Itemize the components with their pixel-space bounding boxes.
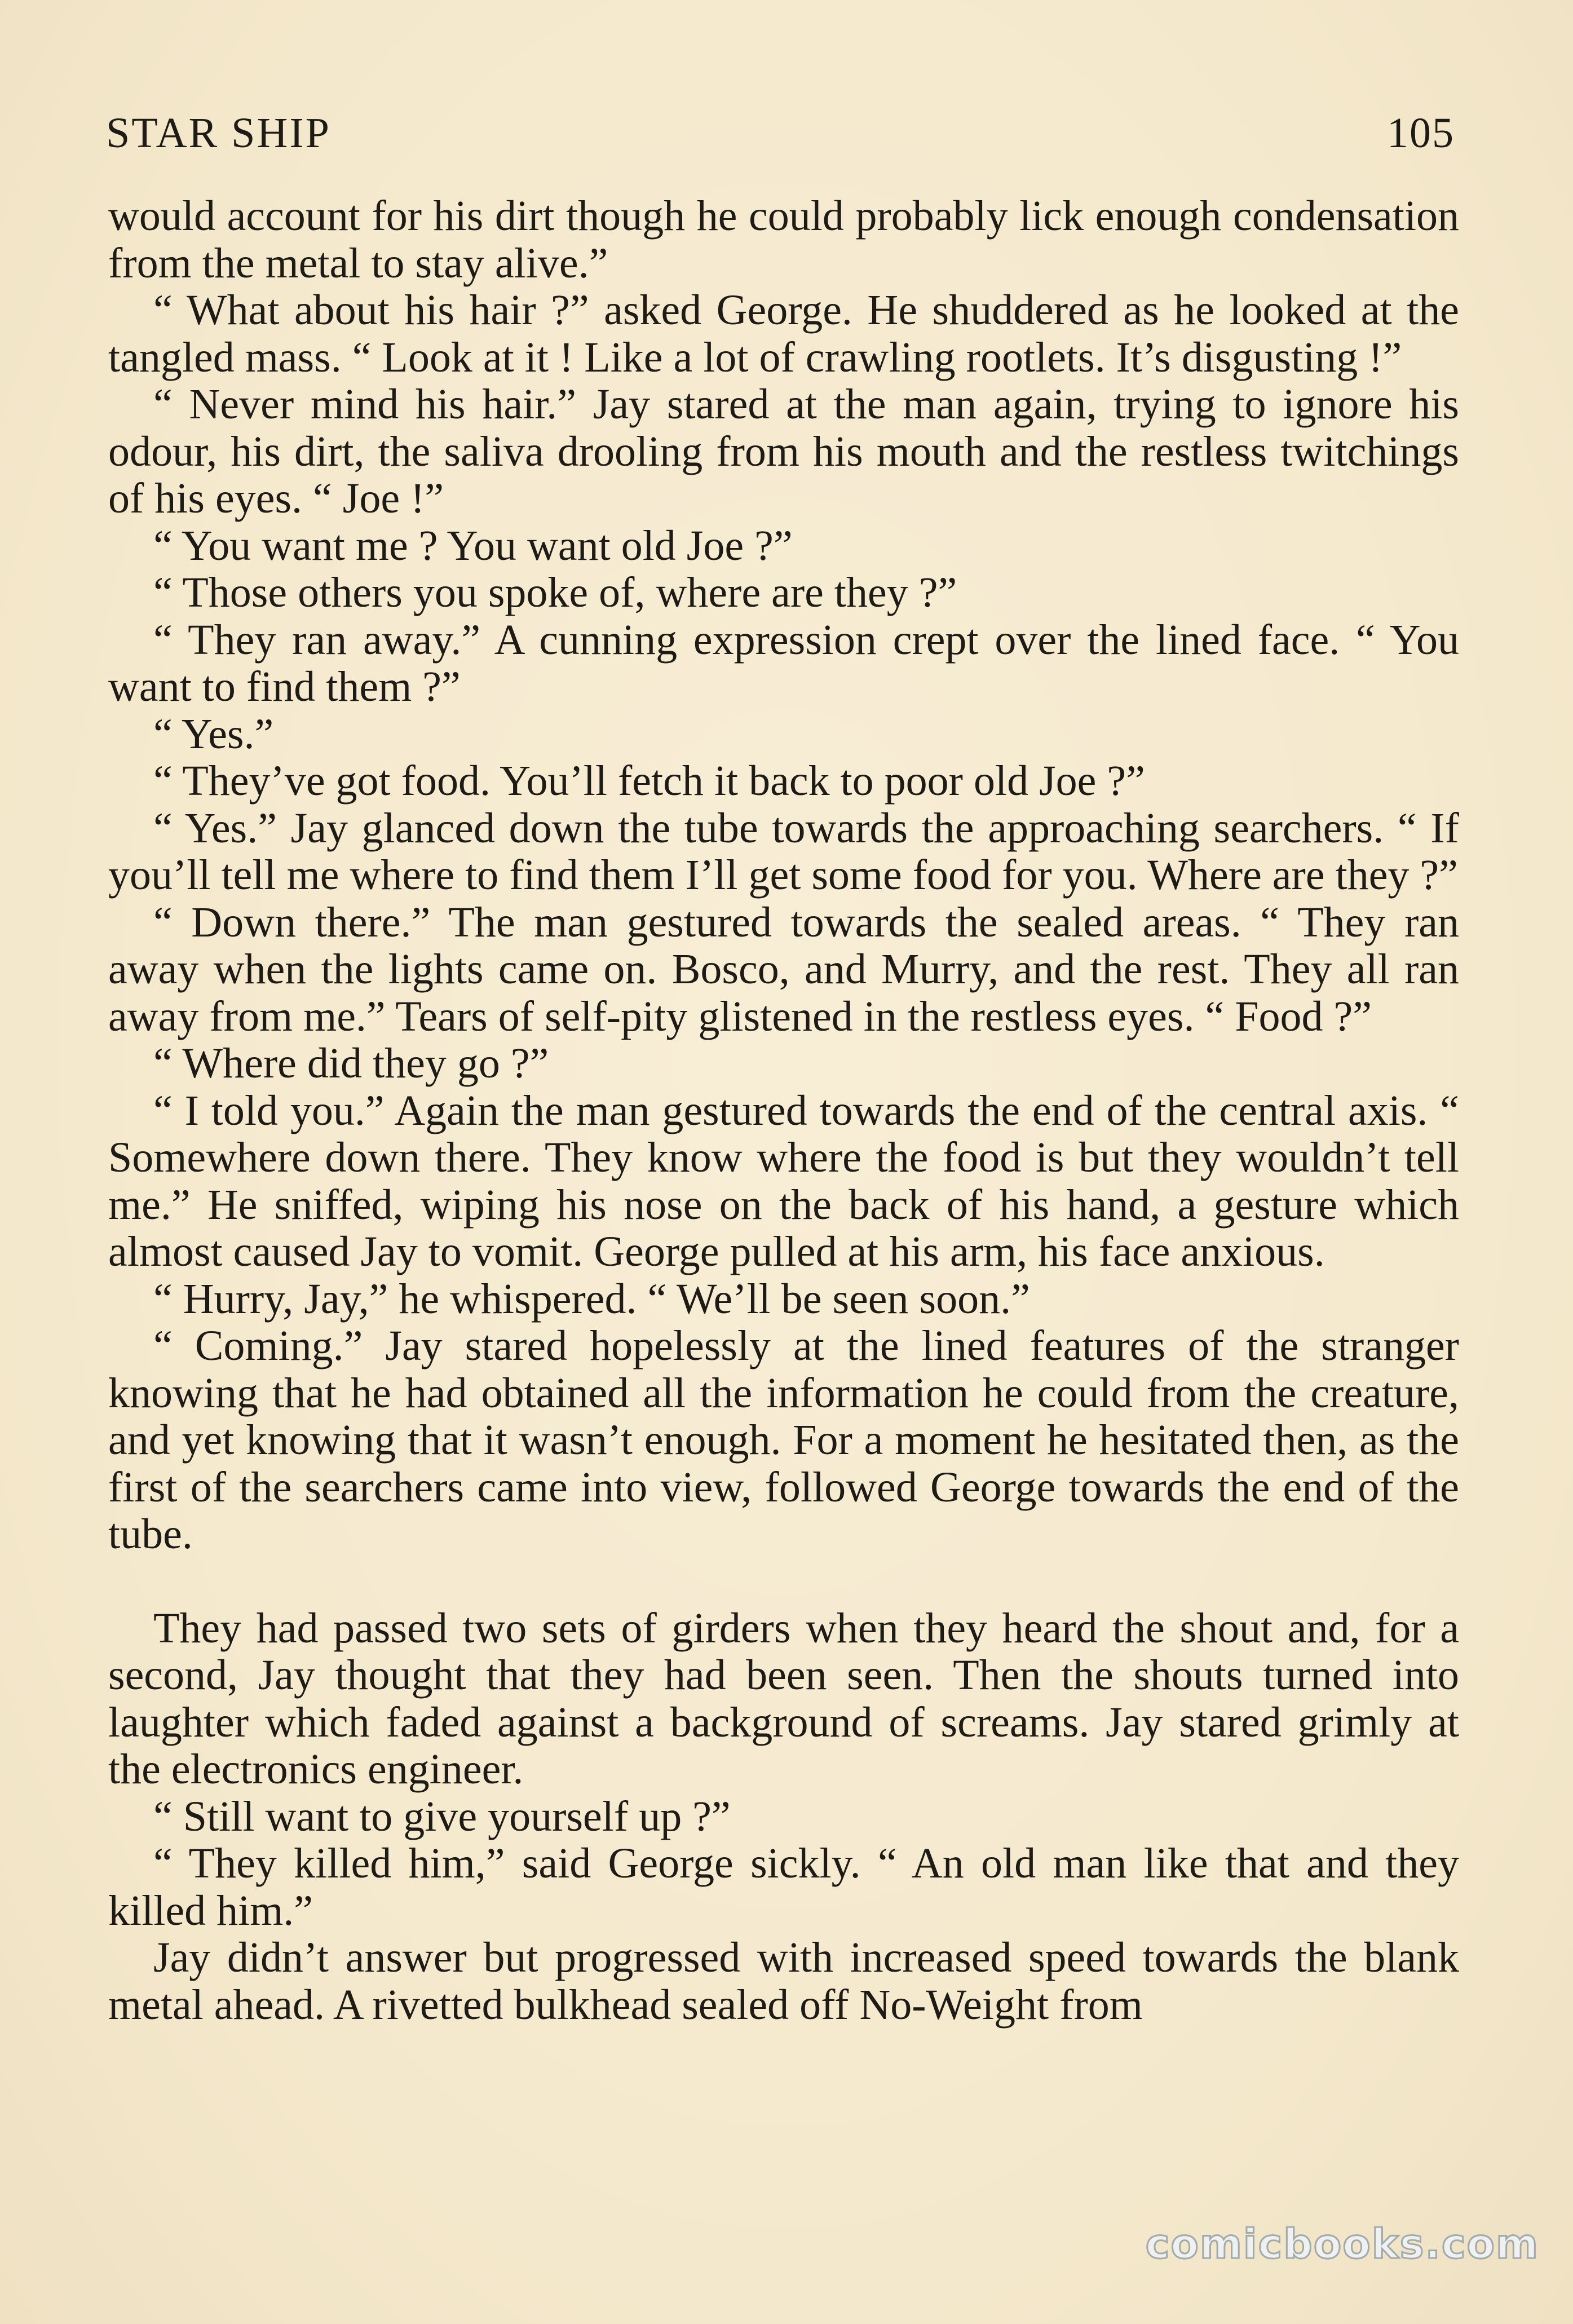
paragraph: “ Those others you spoke of, where are they ?”	[153, 569, 957, 616]
paragraph: Jay didn’t answer but progressed with increased speed towards the blank metal ahead. A rivetted bulkhead sealed off No-Weight from	[108, 1934, 1459, 2029]
paragraph: “ Yes.”	[153, 710, 274, 758]
paragraph: They had passed two sets of girders when they heard the shout and, for a second, Jay thought that they had been seen. Then the shouts turned into laughter which faded against a background of screams. Jay stared grimly at the electronics engineer.	[108, 1604, 1459, 1793]
paragraph: “ They’ve got food. You’ll fetch it back to poor old Joe ?”	[153, 757, 1145, 805]
paragraph: “ What about his hair ?” asked George. He shuddered as he looked at the tangled mass. “ Look at it ! Like a lot of crawling rootlets. It’s disgusting !”	[108, 286, 1459, 381]
paragraph: “ Where did they go ?”	[153, 1040, 549, 1087]
paragraph: “ Hurry, Jay,” he whispered. “ We’ll be seen soon.”	[153, 1275, 1030, 1323]
section-break	[108, 1558, 1459, 1605]
paragraph: “ They ran away.” A cunning expression crept over the lined face. “ You want to find them ?”	[108, 616, 1459, 710]
page-number: 105	[1387, 109, 1455, 157]
running-head: STAR SHIP	[106, 109, 331, 157]
paragraph: “ Yes.” Jay glanced down the tube towards the approaching searchers. “ If you’ll tell me where to find them I’ll get some food for you. Where are they ?”	[108, 804, 1459, 899]
paragraph: “ You want me ? You want old Joe ?”	[153, 522, 793, 569]
paragraph: “ Never mind his hair.” Jay stared at the man again, trying to ignore his odour, his dirt, the saliva drooling from his mouth and the restless twitchings of his eyes. “ Joe !”	[108, 381, 1459, 522]
paragraph: “ Coming.” Jay stared hopelessly at the lined features of the stranger knowing that he had obtained all the information he could from the creature, and yet knowing that it wasn’t enough. For a moment he hesitated then, as the first of the searchers came into view, followed George towards the end of the tube.	[108, 1322, 1459, 1558]
site-watermark: comicbooks.com	[1145, 2220, 1539, 2268]
paragraph: “ They killed him,” said George sickly. “ An old man like that and they killed him.”	[108, 1840, 1459, 1934]
paragraph: “ Still want to give yourself up ?”	[153, 1792, 731, 1840]
paragraph: would account for his dirt though he could probably lick enough condensation from the metal to stay alive.”	[108, 192, 1459, 287]
paragraph: “ I told you.” Again the man gestured towards the end of the central axis. “ Somewhere down there. They know where the food is but they wouldn’t tell me.” He sniffed, wiping his nose on the back of his hand, a gesture which almost caused Jay to vomit. George pulled at his arm, his face anxious.	[108, 1086, 1459, 1275]
page-header	[106, 96, 1455, 158]
paragraph: “ Down there.” The man gestured towards the sealed areas. “ They ran away when the lights came on. Bosco, and Murry, and the rest. They all ran away from me.” Tears of self-pity glistened in the restless eyes. “ Food ?”	[108, 898, 1459, 1040]
body-text	[108, 193, 1459, 2029]
